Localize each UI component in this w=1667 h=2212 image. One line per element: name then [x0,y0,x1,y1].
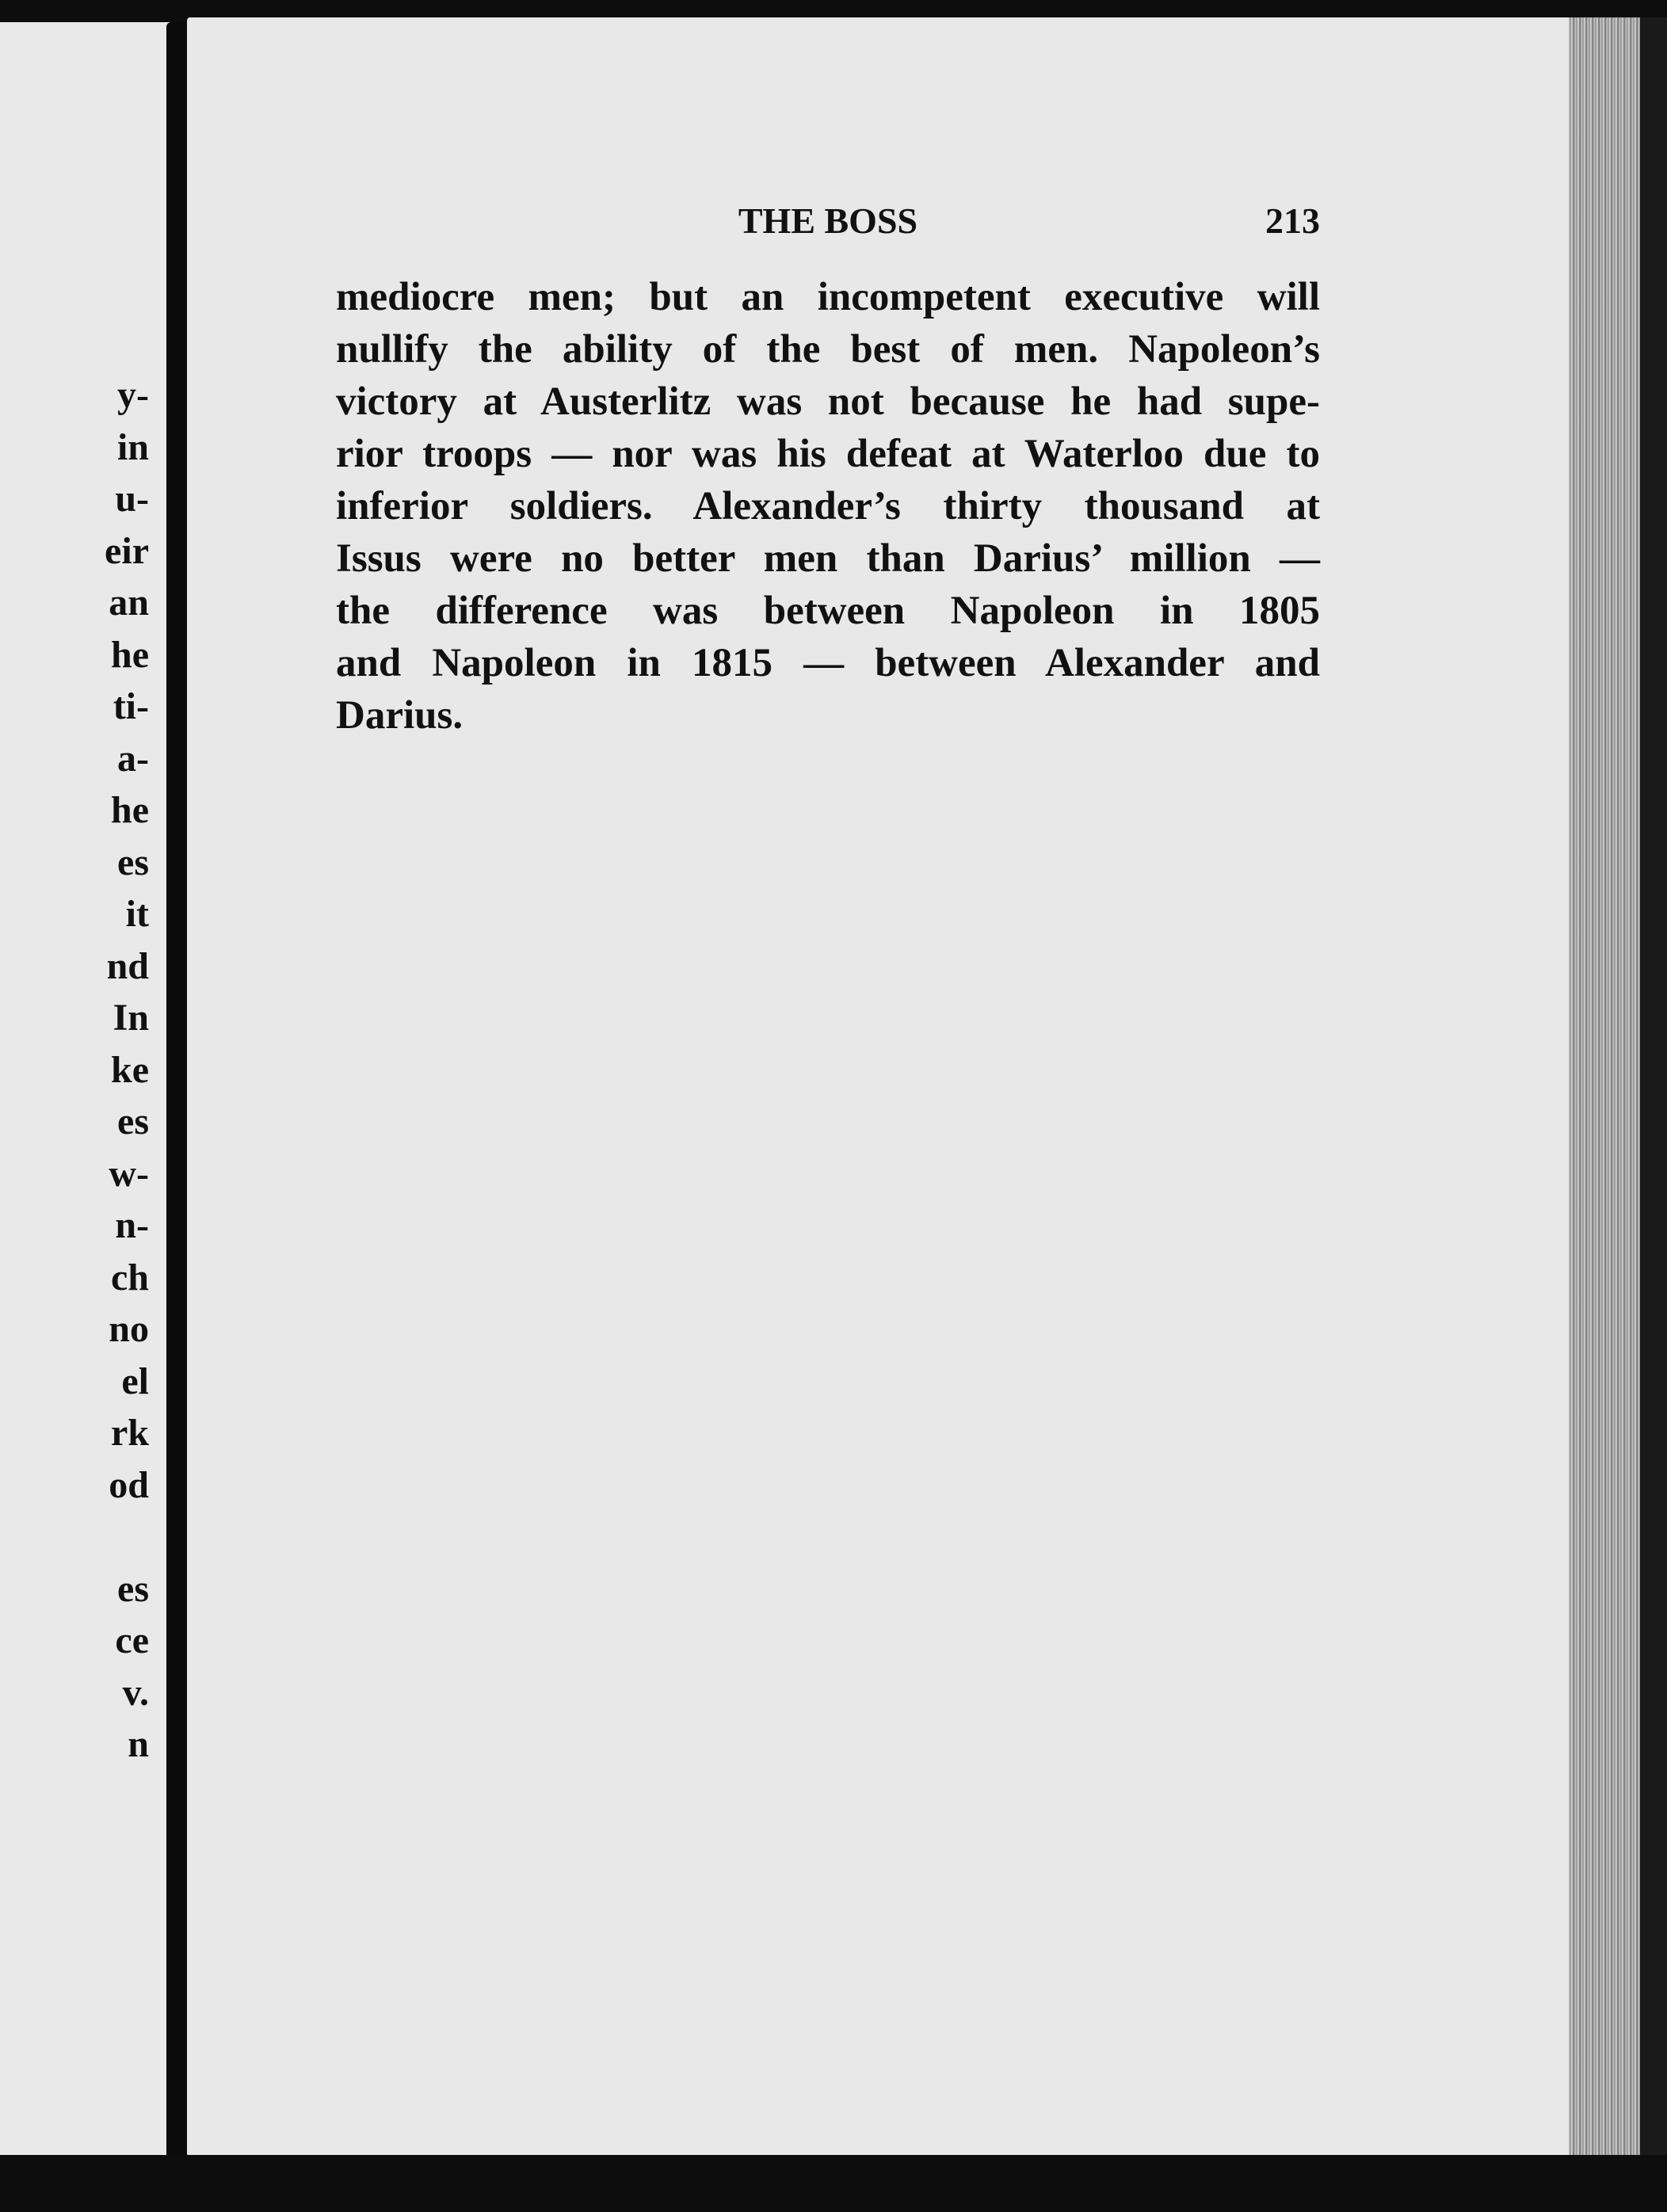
previous-page-line: no [109,1308,149,1350]
previous-page-line: es [117,841,149,883]
previous-page-line: an [109,582,149,624]
previous-page-line: es [117,1567,149,1610]
previous-page-line: v. [122,1671,149,1714]
previous-page-text [105,369,149,1771]
previous-page-line: n [128,1723,149,1765]
previous-page-line: eir [105,529,149,572]
running-head [336,200,1320,247]
body-text [336,271,1320,742]
previous-page-line: nd [106,944,149,987]
previous-page-line: w- [109,1152,149,1195]
previous-page-line: u- [115,478,149,520]
previous-page-line: a- [117,737,149,780]
previous-page-line: es [117,1100,149,1142]
previous-page-line: rk [111,1412,149,1454]
previous-page-line: ch [111,1256,149,1299]
previous-page-line: in [116,425,149,468]
previous-page-line: it [125,893,149,935]
previous-page-line: ti- [113,685,149,727]
previous-page-line: n- [115,1204,149,1246]
previous-page-line [105,1511,149,1563]
page-edges [1569,17,1648,2157]
previous-page-line: y- [117,374,149,416]
text-line: victory at Austerlitz was not because he had supe- [336,379,1320,424]
text-line: Issus were no better men than Darius’ million — [336,536,1320,581]
text-line: and Napoleon in 1815 — between Alexander and [336,641,1320,685]
previous-page-line: ce [115,1619,149,1661]
text-line: inferior soldiers. Alexander’s thirty thousand at [336,484,1320,528]
text-line: rior troops — nor was his defeat at Waterloo due to [336,432,1320,476]
scan-background [0,2155,1667,2212]
text-line: the difference was between Napoleon in 1805 [336,589,1320,633]
page-edges-shadow [1640,17,1667,2212]
text-line: Darius. [336,693,463,738]
previous-page-line: In [113,997,149,1039]
previous-page-line: ke [111,1048,149,1091]
running-title: THE BOSS [738,200,918,241]
page-number: 213 [1265,200,1320,241]
previous-page-line: od [109,1463,149,1506]
previous-page [0,22,173,2161]
previous-page-line: el [121,1360,149,1402]
book-gutter [166,22,189,2161]
previous-page-line: he [111,633,149,676]
text-line: nullify the ability of the best of men. Napoleon’s [336,327,1320,372]
text-line: mediocre men; but an incompetent executive will [336,275,1320,319]
previous-page-line: he [111,789,149,831]
